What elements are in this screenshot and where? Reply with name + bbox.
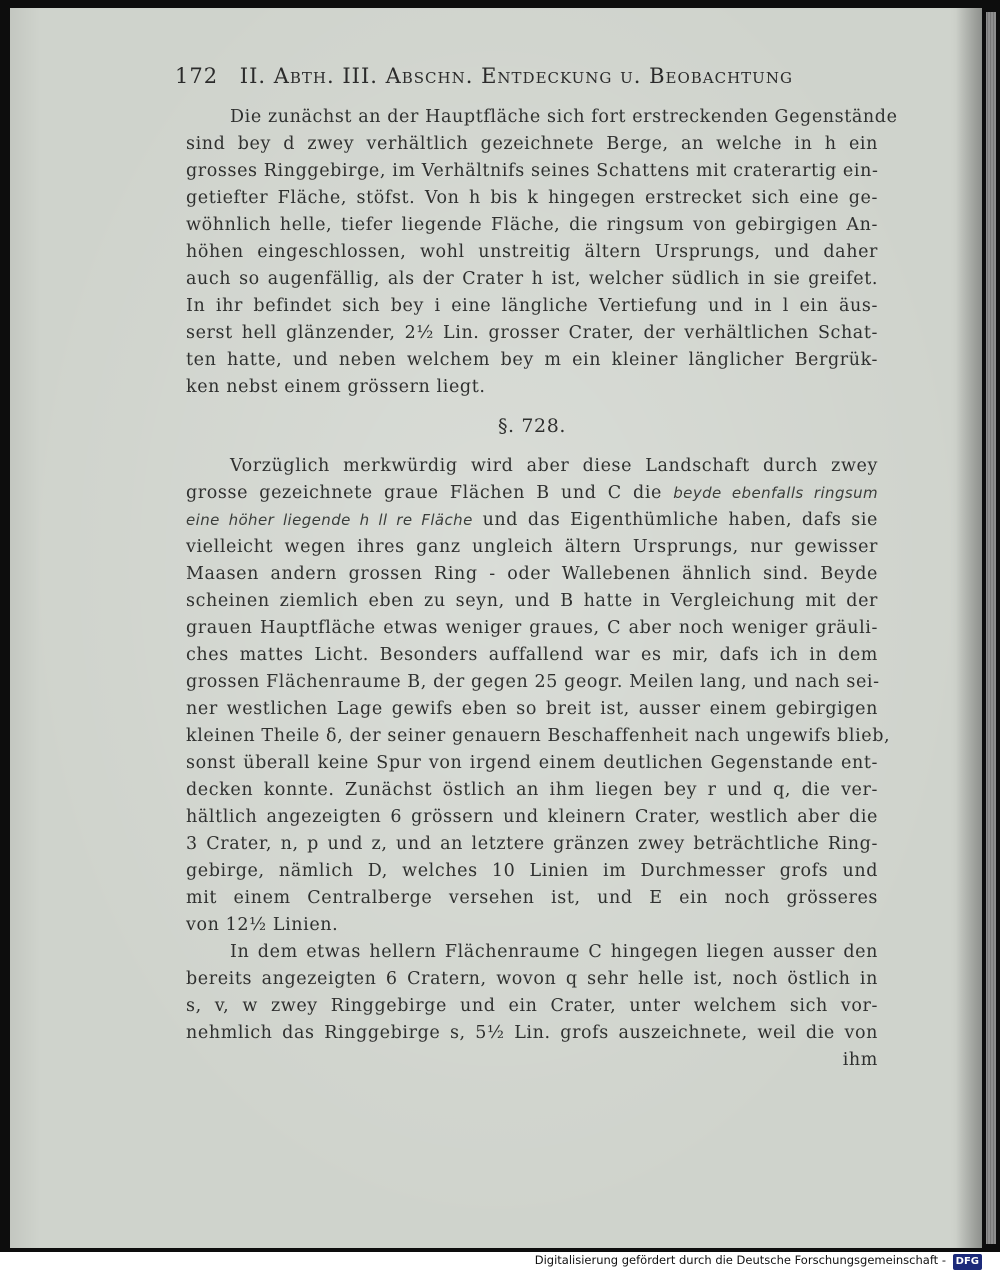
text-line: höhen eingeschlossen, wohl unstreitig ältern Ursprungs, und daher bbox=[186, 242, 878, 262]
handwritten-annotation: beyde ebenfalls ringsum bbox=[673, 484, 878, 502]
text-line: getiefter Fläche, stöfst. Von h bis k hingegen erstrecket sich eine ge- bbox=[186, 188, 878, 208]
text-line: Vorzüglich merkwürdig wird aber diese Landschaft durch zwey bbox=[230, 456, 878, 476]
text-line: von 12½ Linien. bbox=[186, 915, 339, 935]
text-line: wöhnlich helle, tiefer liegende Fläche, die ringsum von gebirgigen An- bbox=[186, 215, 878, 235]
text-line: sind bey d zwey verhältlich gezeichnete Berge, an welche in h ein bbox=[186, 134, 878, 154]
paragraph-3 bbox=[186, 939, 878, 1074]
running-head bbox=[175, 64, 875, 96]
text-line: vielleicht wegen ihres ganz ungleich ältern Ursprungs, nur gewisser bbox=[186, 537, 878, 557]
text-line-with-annotation bbox=[186, 507, 878, 534]
paragraph-2 bbox=[186, 453, 891, 939]
body-text bbox=[186, 104, 898, 1074]
text-line-with-annotation bbox=[186, 480, 878, 507]
printed-text: grosse gezeichnete graue Flächen B und C die bbox=[186, 483, 662, 503]
credit-text[interactable]: Digitalisierung gefördert durch die Deutsche Forschungsgemeinschaft - bbox=[534, 1253, 946, 1267]
printed-text: und das Eigenthümliche haben, dafs sie bbox=[482, 510, 878, 530]
text-line: mit einem Centralberge versehen ist, und E ein noch grösseres bbox=[186, 888, 878, 908]
text-line: Maasen andern grossen Ring - oder Wallebenen ähnlich sind. Beyde bbox=[186, 564, 878, 584]
text-line: sonst überall keine Spur von irgend einem deutlichen Gegenstande ent- bbox=[186, 753, 878, 773]
text-line: grauen Hauptfläche etwas weniger graues, C aber noch weniger gräuli- bbox=[186, 618, 878, 638]
text-line: In ihr befindet sich bey i eine längliche Vertiefung und in l ein äus- bbox=[186, 296, 878, 316]
text-line: Die zunächst an der Hauptfläche sich fort erstreckenden Gegenstände bbox=[230, 107, 898, 127]
catchword: ihm bbox=[842, 1050, 878, 1070]
dfg-logo-icon[interactable]: DFG bbox=[953, 1254, 982, 1270]
text-line: gebirge, nämlich D, welches 10 Linien im Durchmesser grofs und bbox=[186, 861, 878, 881]
text-line: grossen Flächenraume B, der gegen 25 geogr. Meilen lang, und nach sei- bbox=[186, 672, 880, 692]
text-line: 3 Crater, n, p und z, und an letztere gränzen zwey beträchtliche Ring- bbox=[186, 834, 878, 854]
handwritten-annotation: eine höher liegende h ll re Fläche bbox=[186, 511, 473, 529]
gutter-shadow bbox=[956, 8, 982, 1248]
text-line: scheinen ziemlich eben zu seyn, und B hatte in Vergleichung mit der bbox=[186, 591, 878, 611]
running-head-title: II. Abth. III. Abschn. Entdeckung u. Beobachtung bbox=[239, 64, 793, 88]
digitization-credit bbox=[535, 1252, 982, 1268]
text-line: ken nebst einem grössern liegt. bbox=[186, 377, 486, 397]
text-line: grosses Ringgebirge, im Verhältnifs seines Schattens mit craterartig ein- bbox=[186, 161, 879, 181]
text-line: kleinen Theile δ, der seiner genauern Beschaffenheit nach ungewifs blieb, bbox=[186, 726, 891, 746]
page-edges bbox=[986, 12, 996, 1244]
text-line: ten hatte, und neben welchem bey m ein kleiner länglicher Bergrük- bbox=[186, 350, 878, 370]
text-line: bereits angezeigten 6 Cratern, wovon q sehr helle ist, noch östlich in bbox=[186, 969, 878, 989]
section-mark: §. 728. bbox=[497, 415, 567, 437]
text-line: hältlich angezeigten 6 grössern und kleinern Crater, westlich aber die bbox=[186, 807, 878, 827]
text-line: ches mattes Licht. Besonders auffallend war es mir, dafs ich in dem bbox=[186, 645, 878, 665]
text-line: ner westlichen Lage gewifs eben so breit ist, ausser einem gebirgigen bbox=[186, 699, 878, 719]
page-number: 172 bbox=[175, 64, 219, 88]
text-line: serst hell glänzender, 2½ Lin. grosser Crater, der verhältlichen Schat- bbox=[186, 323, 878, 343]
text-line: auch so augenfällig, als der Crater h ist, welcher südlich in sie greifet. bbox=[186, 269, 878, 289]
paragraph-1 bbox=[186, 104, 898, 401]
text-line: nehmlich das Ringgebirge s, 5½ Lin. grofs auszeichnete, weil die von bbox=[186, 1023, 878, 1043]
text-line: In dem etwas hellern Flächenraume C hingegen liegen ausser den bbox=[230, 942, 878, 962]
section-heading-block bbox=[186, 401, 878, 453]
text-line: s, v, w zwey Ringgebirge und ein Crater, unter welchem sich vor- bbox=[186, 996, 878, 1016]
text-line: decken konnte. Zunächst östlich an ihm liegen bey r und q, die ver- bbox=[186, 780, 878, 800]
